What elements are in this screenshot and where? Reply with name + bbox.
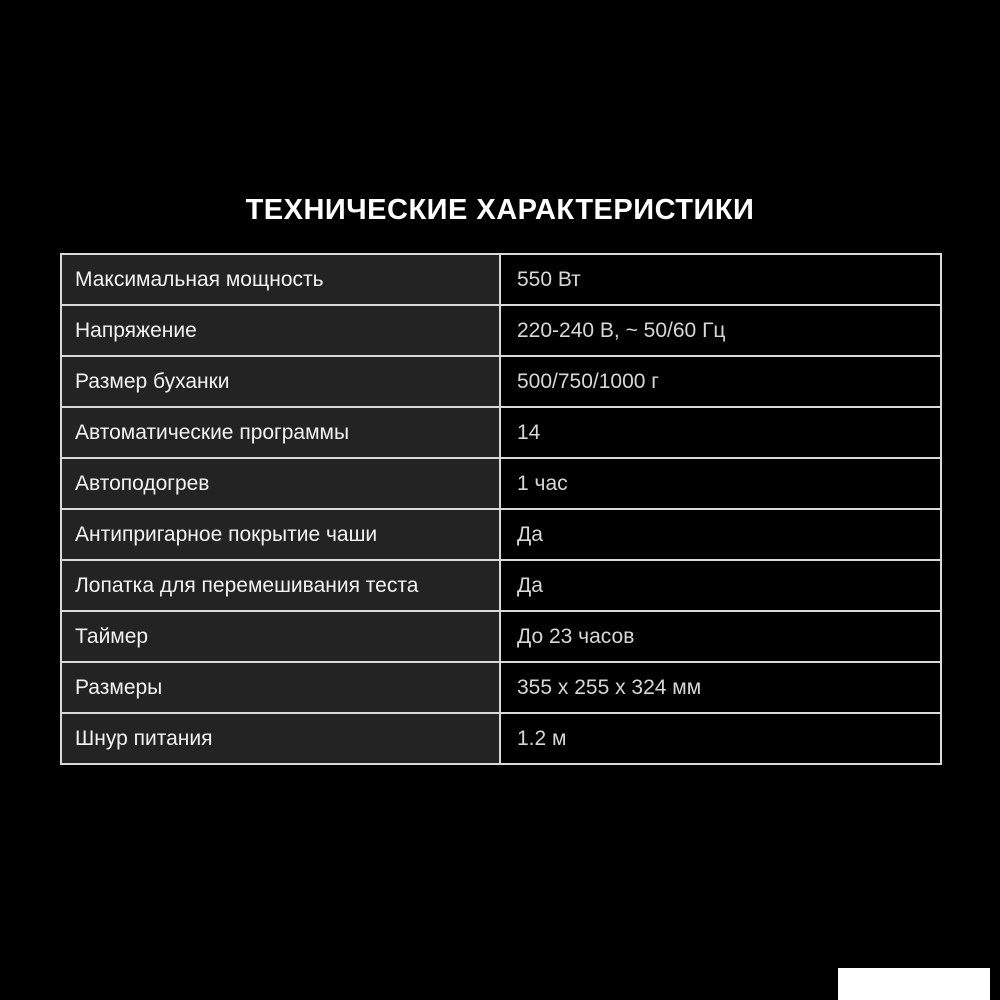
table-row [61, 254, 941, 305]
table-row [61, 611, 941, 662]
spec-label: Напряжение [61, 305, 500, 356]
table-row [61, 560, 941, 611]
spec-value: 220-240 В, ~ 50/60 Гц [500, 305, 941, 356]
spec-value: Да [500, 560, 941, 611]
table-row [61, 662, 941, 713]
table-row [61, 407, 941, 458]
spec-value: 500/750/1000 г [500, 356, 941, 407]
spec-label: Таймер [61, 611, 500, 662]
spec-label: Автоподогрев [61, 458, 500, 509]
spec-label: Шнур питания [61, 713, 500, 764]
spec-value: 1.2 м [500, 713, 941, 764]
table-row [61, 356, 941, 407]
spec-value: До 23 часов [500, 611, 941, 662]
spec-value: 14 [500, 407, 941, 458]
corner-white-block [838, 968, 990, 1000]
spec-label: Размеры [61, 662, 500, 713]
specifications-table [60, 253, 942, 765]
spec-value: Да [500, 509, 941, 560]
spec-label: Антипригарное покрытие чаши [61, 509, 500, 560]
table-row [61, 458, 941, 509]
spec-value: 355 x 255 x 324 мм [500, 662, 941, 713]
table-row [61, 713, 941, 764]
table-row [61, 509, 941, 560]
spec-label: Автоматические программы [61, 407, 500, 458]
table-row [61, 305, 941, 356]
spec-value: 550 Вт [500, 254, 941, 305]
spec-value: 1 час [500, 458, 941, 509]
spec-label: Размер буханки [61, 356, 500, 407]
page-title: ТЕХНИЧЕСКИЕ ХАРАКТЕРИСТИКИ [245, 194, 755, 226]
spec-label: Лопатка для перемешивания теста [61, 560, 500, 611]
spec-label: Максимальная мощность [61, 254, 500, 305]
